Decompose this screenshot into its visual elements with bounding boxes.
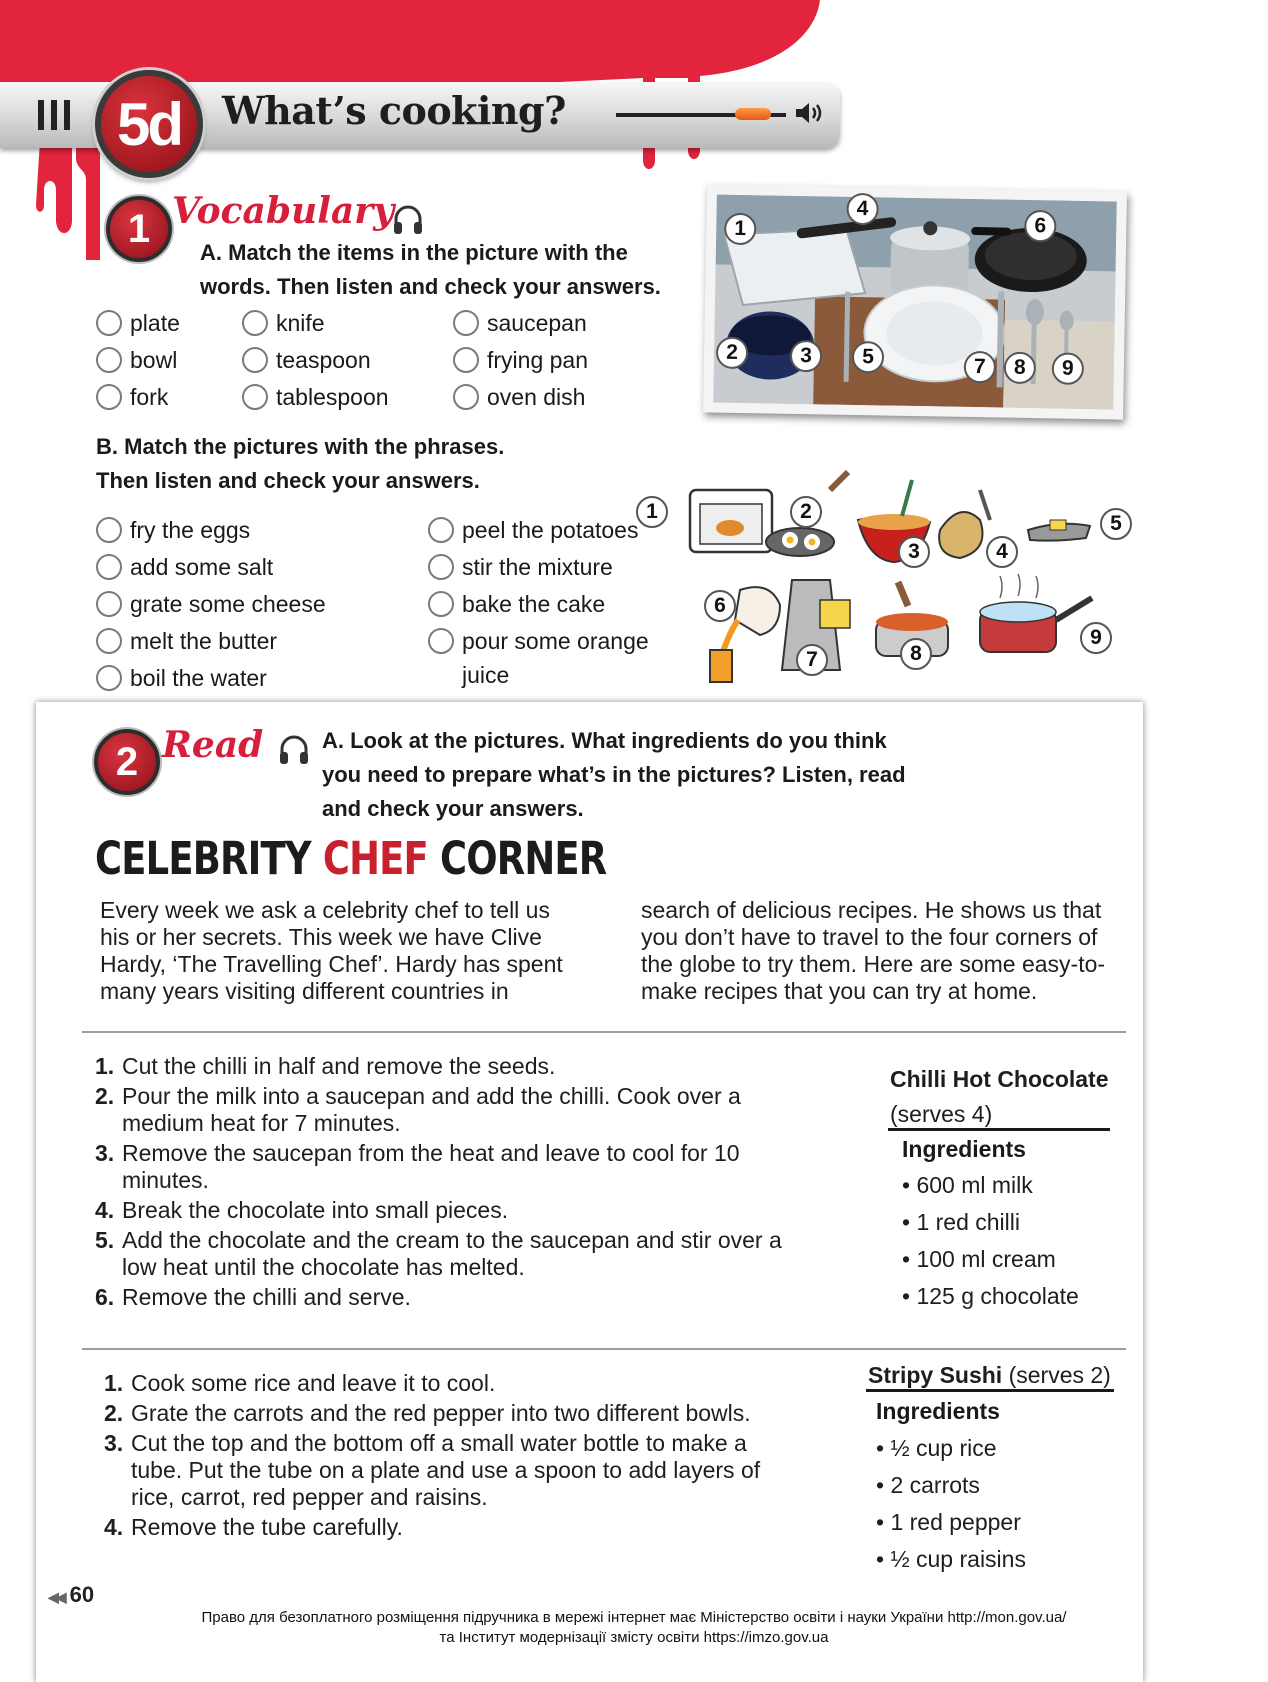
recipe-step: 4. Remove the tube carefully.: [104, 1514, 403, 1540]
ingredient-item: • 2 carrots: [876, 1472, 980, 1498]
photo-number-badge: 4: [846, 193, 879, 226]
instruction-b-line-2: Then listen and check your answers.: [96, 468, 480, 493]
answer-circle[interactable]: [242, 310, 268, 336]
word-option[interactable]: [96, 381, 168, 413]
answer-circle[interactable]: [428, 517, 454, 543]
word-option[interactable]: [242, 307, 325, 339]
word-label: oven dish: [487, 383, 586, 410]
section-number-2: 2: [94, 729, 160, 795]
answer-circle[interactable]: [96, 310, 122, 336]
photo-number-badge: 2: [716, 337, 749, 370]
page-title: What’s cooking?: [222, 88, 566, 133]
instruction-a-line-1: A. Match the items in the picture with the: [200, 240, 628, 265]
read-instruction-line-2: you need to prepare what’s in the pictures? Listen, read: [322, 762, 906, 787]
phrase-label: bake the cake: [462, 590, 606, 617]
answer-circle[interactable]: [96, 554, 122, 580]
phrase-label: melt the butter: [130, 627, 278, 654]
section-number-1: 1: [106, 196, 172, 262]
picture-number-badge: 9: [1080, 622, 1112, 654]
audio-progress-knob[interactable]: [735, 108, 771, 120]
word-label: knife: [276, 309, 325, 336]
recipe-step: 1. Cut the chilli in half and remove the seeds.: [95, 1053, 556, 1079]
recipe-1-name: Chilli Hot Chocolate: [890, 1066, 1109, 1092]
ingredient-item: • ½ cup rice: [876, 1435, 997, 1461]
page-number: ◀◀ 60: [48, 1582, 95, 1607]
word-label: teaspoon: [276, 346, 371, 373]
answer-circle[interactable]: [453, 347, 479, 373]
photo-number-badge: 9: [1052, 352, 1085, 385]
recipe-step: 3. Remove the saucepan from the heat and leave to cool for 10 minutes.: [95, 1140, 740, 1193]
phrase-option[interactable]: [96, 588, 326, 620]
answer-circle[interactable]: [453, 310, 479, 336]
answer-circle[interactable]: [242, 347, 268, 373]
read-heading: Read: [162, 724, 264, 766]
picture-number-badge: 7: [796, 644, 828, 676]
answer-circle[interactable]: [96, 591, 122, 617]
rewind-icon: ◀◀: [48, 1589, 64, 1605]
photo-number-badge: 3: [790, 340, 823, 373]
ingredient-item: • ½ cup raisins: [876, 1546, 1026, 1572]
recipe-step: 3. Cut the top and the bottom off a small water bottle to make a tube. Put the tube on a plate and use a spoon to add layers of rice, carrot, red pepper and raisins.: [104, 1430, 761, 1510]
picture-number-badge: 8: [900, 638, 932, 670]
recipe-1-ingredients-label: Ingredients: [902, 1136, 1026, 1162]
word-label: fork: [130, 383, 169, 410]
photo-number-badge: 6: [1024, 210, 1057, 243]
section-divider: [82, 1031, 1126, 1033]
photo-number-badge: 5: [852, 341, 885, 374]
photo-number-badge: 8: [1004, 352, 1037, 385]
picture-number-badge: 6: [704, 590, 736, 622]
word-option[interactable]: [96, 344, 177, 376]
picture-number-badge: 2: [790, 496, 822, 528]
answer-circle[interactable]: [242, 384, 268, 410]
ingredient-item: • 125 g chocolate: [902, 1283, 1079, 1309]
answer-circle[interactable]: [96, 628, 122, 654]
phrase-label: add some salt: [130, 553, 274, 580]
phrase-label: fry the eggs: [130, 516, 251, 543]
menu-icon[interactable]: [38, 100, 76, 130]
phrase-label: boil the water: [130, 664, 267, 691]
recipe-2-underline: [866, 1389, 1114, 1392]
word-option[interactable]: [96, 307, 180, 339]
phrase-label: peel the potatoes: [462, 516, 639, 543]
answer-circle[interactable]: [428, 628, 454, 654]
phrase-option[interactable]: [428, 514, 638, 546]
instruction-b-line-1: B. Match the pictures with the phrases.: [96, 434, 505, 459]
kitchen-items-photo: [703, 184, 1127, 419]
intro-left-column: Every week we ask a celebrity chef to tell us his or her secrets. This week we have Clive Hardy, ‘The Travelling Chef’. Hardy has spent many years visiting different countries in: [100, 897, 563, 1004]
phrase-option[interactable]: [96, 551, 273, 583]
footer-copyright-line-1: Право для безоплатного розміщення підручника в мережі інтернет має Міністерство освіти і науки України http://mon.gov.ua/: [201, 1609, 1067, 1626]
recipe-step: 2. Pour the milk into a saucepan and add the chilli. Cook over a medium heat for 7 minutes.: [95, 1083, 741, 1136]
picture-number-badge: 1: [636, 496, 668, 528]
word-option[interactable]: [242, 344, 371, 376]
read-instruction-line-1: A. Look at the pictures. What ingredients do you think: [322, 728, 887, 753]
vocabulary-heading: Vocabulary: [172, 190, 395, 232]
picture-number-badge: 3: [898, 536, 930, 568]
recipe-step: 6. Remove the chilli and serve.: [95, 1284, 411, 1310]
answer-circle[interactable]: [453, 384, 479, 410]
recipe-1-steps: [95, 1053, 805, 1314]
phrase-option[interactable]: [96, 662, 267, 694]
word-option[interactable]: [453, 344, 588, 376]
photo-number-badge: 7: [964, 351, 997, 384]
picture-number-badge: 4: [986, 536, 1018, 568]
phrase-continuation: [428, 659, 509, 691]
instruction-a-line-2: words. Then listen and check your answers.: [200, 274, 661, 299]
recipe-2-name: Stripy Sushi (serves 2): [868, 1362, 1111, 1388]
phrase-label: juice: [462, 661, 510, 688]
read-instruction-line-3: and check your answers.: [322, 796, 584, 821]
recipe-2-ingredients-label: Ingredients: [876, 1398, 1000, 1424]
word-option[interactable]: [453, 381, 585, 413]
phrase-option[interactable]: [96, 514, 250, 546]
phrase-label: pour some orange: [462, 627, 649, 654]
phrase-option[interactable]: [96, 625, 277, 657]
word-label: saucepan: [487, 309, 587, 336]
phrase-option[interactable]: [428, 588, 605, 620]
answer-circle[interactable]: [428, 554, 454, 580]
footer-copyright-line-2: та Інститут модернізації змісту освіти https://imzo.gov.ua: [439, 1629, 829, 1646]
ingredient-item: • 1 red chilli: [902, 1209, 1020, 1235]
word-label: frying pan: [487, 346, 589, 373]
phrase-option[interactable]: [428, 625, 649, 657]
recipe-1-serves: (serves 4): [890, 1101, 993, 1127]
word-option[interactable]: [242, 381, 389, 413]
recipe-step: 2. Grate the carrots and the red pepper into two different bowls.: [104, 1400, 751, 1426]
section-divider: [82, 1348, 1126, 1350]
ingredient-item: • 100 ml cream: [902, 1246, 1056, 1272]
word-option[interactable]: [453, 307, 587, 339]
answer-circle[interactable]: [96, 347, 122, 373]
answer-circle[interactable]: [96, 517, 122, 543]
photo-number-badge: 1: [724, 213, 757, 246]
recipe-1-underline: [888, 1128, 1110, 1131]
picture-number-badge: 5: [1100, 508, 1132, 540]
word-label: tablespoon: [276, 383, 389, 410]
phrase-label: stir the mixture: [462, 553, 613, 580]
answer-circle[interactable]: [96, 384, 122, 410]
recipe-step: 4. Break the chocolate into small pieces.: [95, 1197, 509, 1223]
answer-circle[interactable]: [428, 591, 454, 617]
answer-circle[interactable]: [96, 665, 122, 691]
headphones-icon[interactable]: [278, 734, 310, 766]
word-label: bowl: [130, 346, 178, 373]
phrase-option[interactable]: [428, 551, 613, 583]
recipe-2-steps: [104, 1370, 804, 1544]
speaker-icon[interactable]: [794, 100, 824, 126]
lesson-badge: 5d: [95, 70, 203, 178]
headphones-icon[interactable]: [392, 204, 424, 236]
article-title: CELEBRITY CHEF CORNER: [95, 832, 607, 885]
recipe-step: 5. Add the chocolate and the cream to the saucepan and stir over a low heat until the chocolate has melted.: [95, 1227, 782, 1280]
word-label: plate: [130, 309, 180, 336]
recipe-step: 1. Cook some rice and leave it to cool.: [104, 1370, 496, 1396]
phrase-label: grate some cheese: [130, 590, 326, 617]
ingredient-item: • 1 red pepper: [876, 1509, 1021, 1535]
ingredient-item: • 600 ml milk: [902, 1172, 1033, 1198]
intro-right-column: search of delicious recipes. He shows us that you don’t have to travel to the four corners of the globe to try them. Here are some easy-to- make recipes that you can try at home.: [641, 897, 1106, 1004]
